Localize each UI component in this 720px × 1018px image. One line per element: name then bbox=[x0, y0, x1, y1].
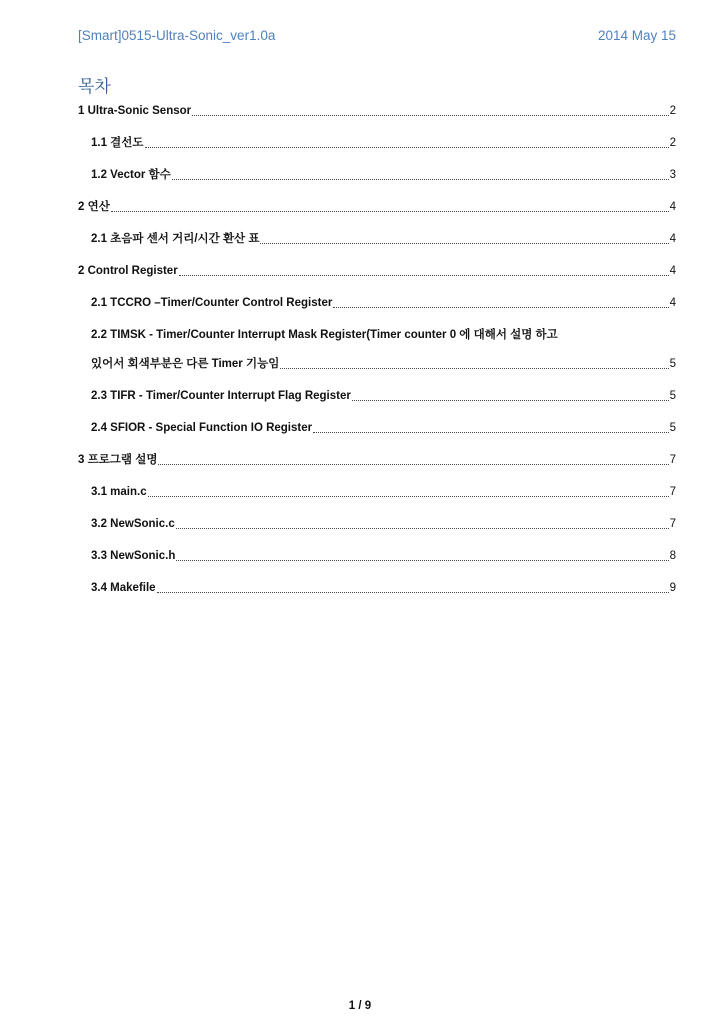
page-header bbox=[78, 24, 676, 46]
toc-entry-page: 4 bbox=[669, 233, 676, 245]
toc-entry-page: 7 bbox=[669, 486, 676, 498]
toc-entry-page: 9 bbox=[669, 582, 676, 594]
toc-entry[interactable] bbox=[78, 484, 676, 500]
toc-entry-label-line1: 2.2 TIMSK - Timer/Counter Interrupt Mask Register(Timer counter 0 에 대해서 설명 하고 bbox=[91, 329, 558, 341]
toc-entry-page: 5 bbox=[669, 358, 676, 370]
toc-entry[interactable] bbox=[78, 103, 676, 119]
document-title: [Smart]0515-Ultra-Sonic_ver1.0a bbox=[78, 27, 276, 43]
toc-entry-page: 3 bbox=[669, 169, 676, 181]
toc-entry-label: 있어서 회색부분은 다른 Timer 기능임 bbox=[91, 358, 280, 370]
toc-entry-page: 8 bbox=[669, 550, 676, 562]
toc-entry[interactable] bbox=[78, 199, 676, 215]
dot-leader bbox=[179, 275, 669, 276]
toc-entry-label: 2 연산 bbox=[78, 201, 110, 213]
toc-entry-page: 5 bbox=[669, 422, 676, 434]
dot-leader bbox=[145, 147, 669, 148]
toc-entry-label: 2.3 TIFR - Timer/Counter Interrupt Flag Register bbox=[91, 390, 351, 402]
toc-entry-page: 2 bbox=[669, 105, 676, 117]
toc-entry[interactable] bbox=[78, 516, 676, 532]
page-number: 1 / 9 bbox=[348, 1000, 372, 1012]
dot-leader bbox=[172, 179, 669, 180]
toc-entry-label: 3.2 NewSonic.c bbox=[91, 518, 175, 530]
dot-leader bbox=[260, 243, 668, 244]
toc-entry[interactable] bbox=[78, 135, 676, 151]
toc-entry-label: 1.2 Vector 함수 bbox=[91, 169, 171, 181]
dot-leader bbox=[352, 400, 669, 401]
toc-entry[interactable] bbox=[78, 388, 676, 404]
dot-leader bbox=[313, 432, 668, 433]
toc-entry-label: 2.1 초음파 센서 거리/시간 환산 표 bbox=[91, 233, 260, 245]
toc-entry[interactable] bbox=[78, 548, 676, 564]
toc-entry[interactable] bbox=[78, 580, 676, 596]
document-date: 2014 May 15 bbox=[597, 27, 676, 43]
toc-entry-label: 2 Control Register bbox=[78, 265, 178, 277]
toc-title: 목차 bbox=[78, 77, 111, 97]
dot-leader bbox=[280, 368, 668, 369]
dot-leader bbox=[148, 496, 669, 497]
toc-entry-label: 3.1 main.c bbox=[91, 486, 147, 498]
dot-leader bbox=[111, 211, 669, 212]
toc-entry-label: 2.1 TCCRO –Timer/Counter Control Register bbox=[91, 297, 333, 309]
dot-leader bbox=[176, 560, 668, 561]
toc-entry-page: 4 bbox=[669, 201, 676, 213]
toc-entry[interactable] bbox=[78, 167, 676, 183]
toc-entry[interactable] bbox=[78, 295, 676, 311]
dot-leader bbox=[158, 464, 668, 465]
toc-entry-page: 2 bbox=[669, 137, 676, 149]
toc-entry-label: 3 프로그램 설명 bbox=[78, 454, 158, 466]
dot-leader bbox=[333, 307, 668, 308]
toc-entry-page: 7 bbox=[669, 454, 676, 466]
dot-leader bbox=[157, 592, 669, 593]
toc-entry[interactable] bbox=[78, 263, 676, 279]
toc-entry-label: 3.4 Makefile bbox=[91, 582, 156, 594]
dot-leader bbox=[192, 115, 668, 116]
toc-entry-page: 5 bbox=[669, 390, 676, 402]
toc-entry-page: 7 bbox=[669, 518, 676, 530]
toc-entry[interactable] bbox=[78, 420, 676, 436]
toc-entry-label: 2.4 SFIOR - Special Function IO Register bbox=[91, 422, 313, 434]
dot-leader bbox=[176, 528, 669, 529]
toc-entry-label: 3.3 NewSonic.h bbox=[91, 550, 176, 562]
table-of-contents bbox=[78, 103, 676, 612]
toc-entry-page: 4 bbox=[669, 297, 676, 309]
toc-entry[interactable] bbox=[78, 452, 676, 468]
toc-entry-label: 1.1 결선도 bbox=[91, 137, 144, 149]
toc-entry-page: 4 bbox=[669, 265, 676, 277]
toc-entry[interactable] bbox=[78, 327, 676, 372]
toc-entry[interactable] bbox=[78, 231, 676, 247]
toc-entry-label: 1 Ultra-Sonic Sensor bbox=[78, 105, 192, 117]
